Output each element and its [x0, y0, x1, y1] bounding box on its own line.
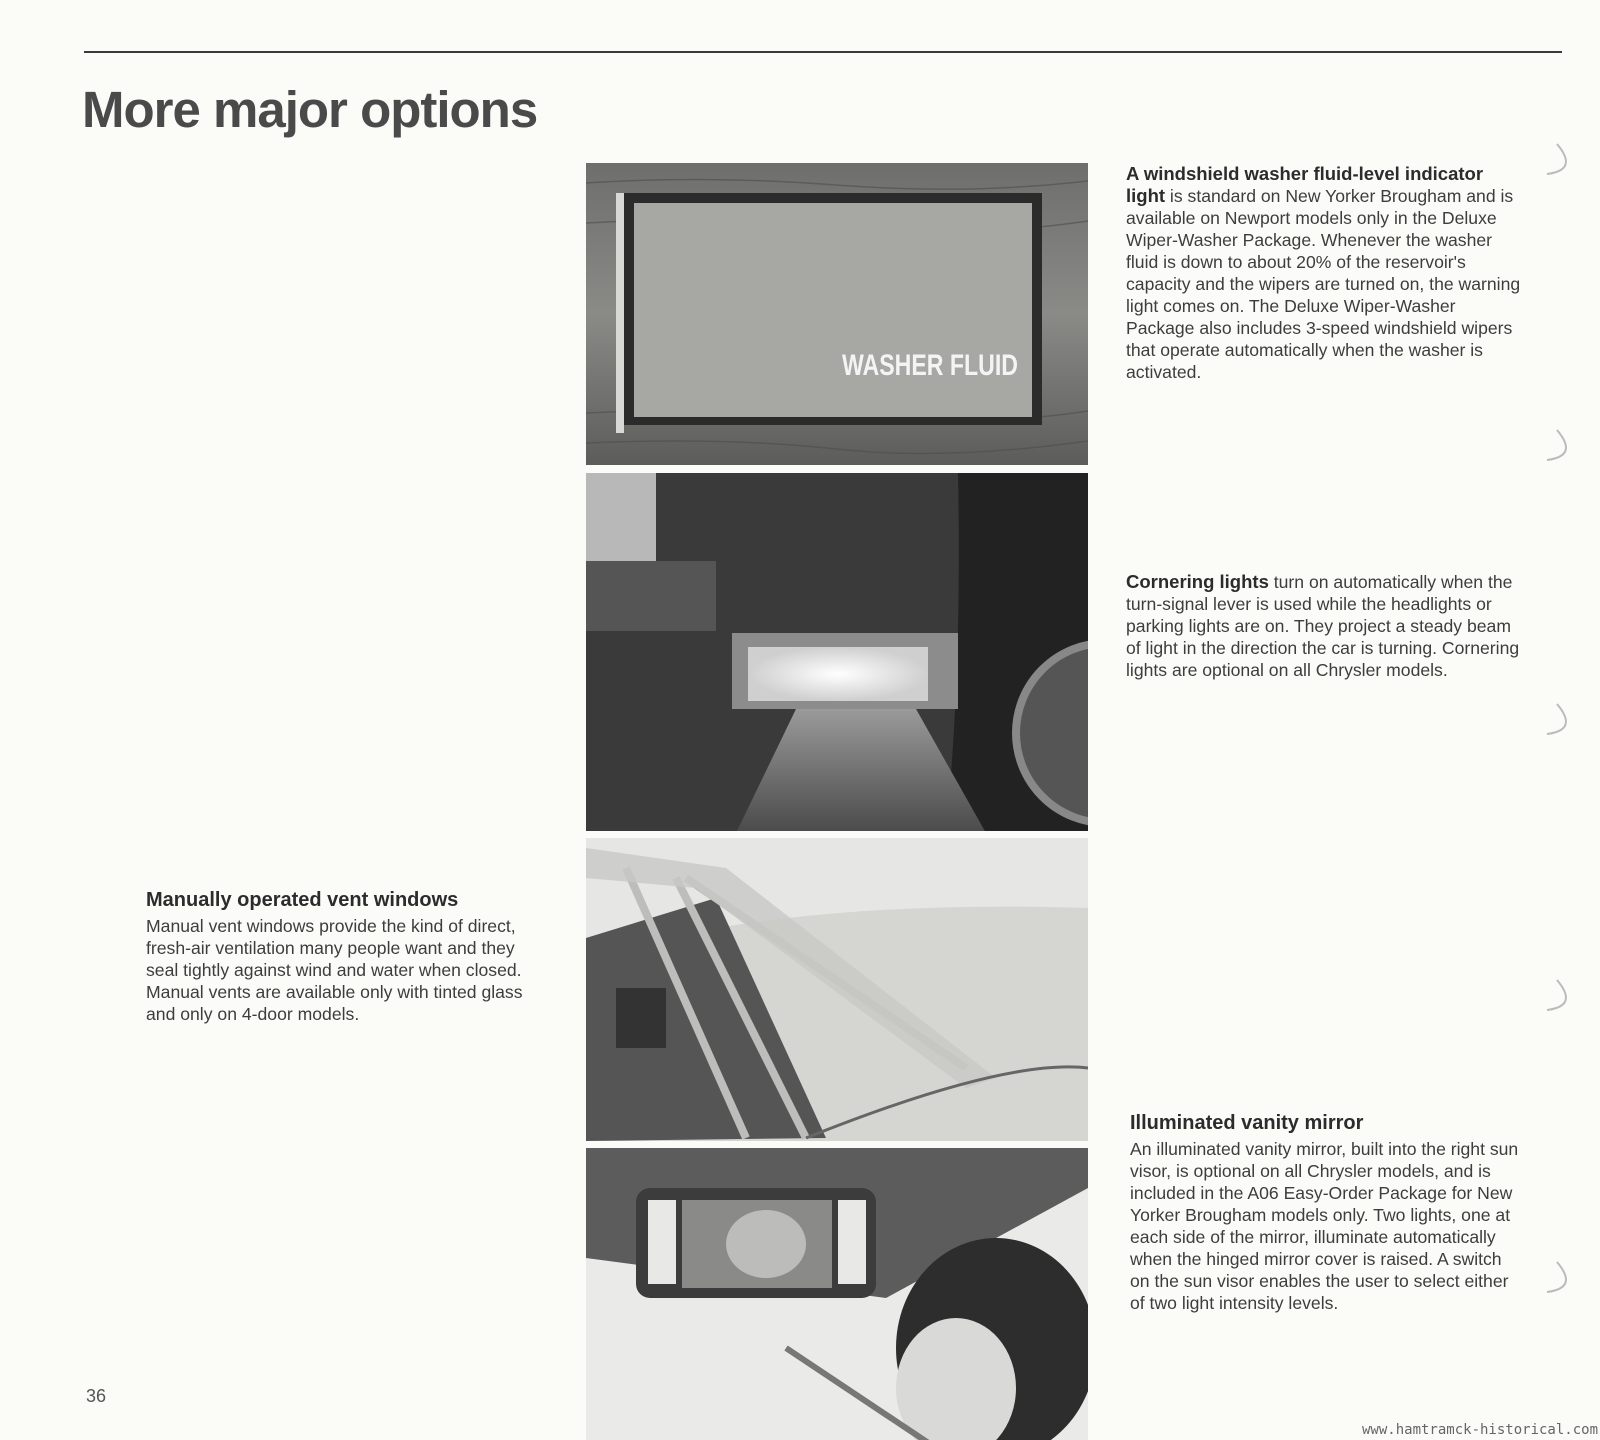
vanity-mirror-body: An illuminated vanity mirror, built into the right sun visor, is optional on all Chrysler models, and is included in the A06 Easy-Order Package for New Yorker Brougham models only. Two lights, one at each side of the mirror, illuminate automatically when the hinged mirror cover is raised. A switch on the sun visor enables the user to select either of two light intensity levels. [1130, 1139, 1519, 1313]
page-number: 36 [86, 1386, 107, 1406]
binder-hole-mark [1543, 700, 1583, 756]
watermark: www.hamtramck-historical.com [1362, 1422, 1599, 1438]
cornering-lights-text [1126, 571, 1521, 681]
page-title: More major options [82, 81, 538, 138]
washer-fluid-photo [586, 163, 1088, 465]
vent-window-photo [586, 838, 1088, 1141]
washer-indicator-text [1126, 163, 1521, 383]
cornering-lights-heading: Cornering lights [1126, 571, 1269, 592]
washer-indicator-body: is standard on New Yorker Brougham and is available on Newport models only in the Deluxe Wiper-Washer Package. Whenever the washer fluid is down to about 20% of the reservoir's capacity and the wipers are turned on, the warning light comes on. The Deluxe Wiper-Washer Package also includes 3-speed windshield wipers that operate automatically when the washer is activated. [1126, 186, 1521, 382]
binder-hole-mark [1543, 140, 1583, 196]
vanity-mirror-heading: Illuminated vanity mirror [1130, 1112, 1364, 1134]
binder-hole-mark [1543, 1258, 1583, 1314]
binder-hole-mark [1543, 976, 1583, 1032]
vent-windows-heading: Manually operated vent windows [146, 889, 459, 911]
washer-indicator-heading: A windshield washer fluid-level indicator light [1126, 163, 1484, 206]
vanity-mirror-photo [586, 1148, 1088, 1440]
cornering-lights-body: turn on automatically when the turn-signal lever is used while the headlights or parking lights are on. They project a steady beam of light in the direction the car is turning. Cornering lights are optional on all Chrysler models. [1126, 572, 1520, 680]
cornering-lights-photo [586, 473, 1088, 831]
vent-windows-text [146, 889, 541, 1025]
vanity-mirror-text [1130, 1112, 1525, 1314]
top-rule [84, 51, 1562, 53]
binder-hole-mark [1543, 426, 1583, 482]
washer-fluid-label: WASHER FLUID [842, 349, 1018, 382]
vent-windows-body: Manual vent windows provide the kind of direct, fresh-air ventilation many people want and they seal tightly against wind and water when closed. Manual vents are available only with tinted glass and only on 4-door models. [146, 916, 523, 1024]
